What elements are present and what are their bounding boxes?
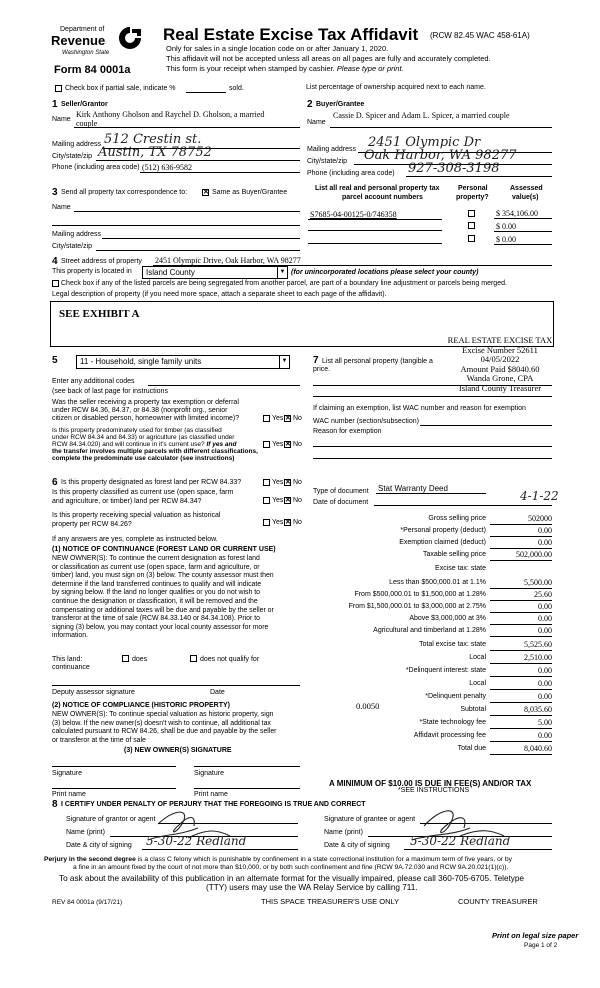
tax-row-value: 0.00 <box>538 731 552 740</box>
additional-codes-note: (see back of last page for instructions <box>52 388 168 395</box>
certify-heading: I CERTIFY UNDER PENALTY OF PERJURY THAT THE FOREGOING IS TRUE AND CORRECT <box>61 801 366 808</box>
owner-print-name-label: Print name <box>52 791 86 798</box>
tax-row-value: 2,510.00 <box>524 653 552 662</box>
personal-property-checkbox[interactable] <box>468 235 475 242</box>
tax-row <box>300 614 562 625</box>
timber-question-5: complete the predominate use calculator (see instructions) <box>52 455 235 462</box>
chevron-down-icon: ▼ <box>277 267 287 278</box>
grantor-date-value: 5-30-22 Redland <box>146 834 247 848</box>
owner-signature-label: Signature <box>52 770 82 777</box>
buyer-mail-label: Mailing address <box>307 146 357 153</box>
tax-row-label: Local <box>469 654 486 661</box>
grantor-signature-label: Signature of grantor or agent <box>66 816 156 823</box>
assessed-value: $ 354,106.00 <box>496 209 538 218</box>
notice-continuance-line: information. <box>52 632 89 640</box>
does-not-checkbox[interactable] <box>190 655 197 662</box>
partial-pct-field[interactable] <box>186 92 226 93</box>
grantor-signature-image <box>118 806 238 846</box>
tax-row-label: Gross selling price <box>428 515 486 522</box>
tax-row-underline <box>490 663 552 664</box>
owner-print-name-label-2: Print name <box>194 791 228 798</box>
section3-mail-label: Mailing address <box>52 231 102 238</box>
seller-phone-value: (512) 636-9582 <box>142 163 192 172</box>
stamp-line-1: REAL ESTATE EXCISE TAX <box>447 335 553 345</box>
tax-row <box>300 731 562 742</box>
seller-city-label: City/state/zip <box>52 153 93 160</box>
tax-row-underline <box>490 689 552 690</box>
tax-row-value: 0.00 <box>538 614 552 623</box>
subtitle-3: This form is your receipt when stamped by cashier. Please type or print. <box>166 64 404 73</box>
parcel-header-3b: value(s) <box>512 194 539 201</box>
section5-number: 5 <box>52 355 58 366</box>
section8-number: 8 <box>52 799 58 810</box>
timber-question-2: under RCW 84.34 and 84.33) or agriculture (as classified under <box>52 434 235 441</box>
tax-row-label: Total excise tax: state <box>419 641 486 648</box>
tax-row-label: Taxable selling price <box>422 551 486 558</box>
doc-type-value: Stat Warranty Deed <box>378 484 448 493</box>
notice-compliance-line: (3) below. If the new owner(s) doesn't wish to continue, all additional tax <box>52 719 271 727</box>
parcel-header-1: List all real and personal property tax <box>315 185 440 192</box>
tax-row <box>300 692 562 703</box>
tax-row-underline <box>490 600 552 601</box>
tax-row-label: Above $3,000,000 at 3% <box>409 615 486 622</box>
tax-row-value: 0.00 <box>538 666 552 675</box>
tax-row-underline <box>490 624 552 625</box>
tax-row-label: From $500,000.01 to $1,500,000 at 1.28% <box>354 591 486 598</box>
doc-type-label: Type of document <box>313 488 369 495</box>
tax-row-label: Subtotal <box>460 706 486 713</box>
tax-row-label: *Personal property (deduct) <box>400 527 486 534</box>
grantee-signature-label: Signature of grantee or agent <box>324 816 416 823</box>
dept-line1: Department of <box>60 26 105 33</box>
exemption-question-2: under RCW 84.36, 84.37, or 84.38 (nonprofit org., senior <box>52 407 228 414</box>
notice-compliance-line: or transferor at the time of sale <box>52 736 146 744</box>
current-use-question: Is this property classified as current use (open space, farm <box>52 489 234 496</box>
tax-row-underline <box>490 728 552 729</box>
tax-row-value: 502000 <box>528 514 552 523</box>
section3-number: 3 <box>52 187 58 198</box>
same-as-buyer-checkbox[interactable]: ✕ <box>203 189 209 196</box>
form-rcw: (RCW 82.45 WAC 458-61A) <box>430 31 530 40</box>
tax-row <box>300 602 562 613</box>
no-label: No <box>293 441 302 448</box>
notice-continuance-line: signing (3) below, you may contact your local county assessor for more <box>52 623 269 631</box>
tax-row <box>300 679 562 690</box>
form-number: Form 84 0001a <box>54 64 131 76</box>
tax-row-underline <box>490 588 552 589</box>
assessed-value: $ 0.00 <box>496 222 516 231</box>
seller-heading: Seller/Grantor <box>61 101 108 108</box>
buyer-mail-value: 2451 Olympic Dr <box>368 135 481 150</box>
exemption-question: If claiming an exemption, list WAC number and reason for exemption <box>313 405 526 412</box>
notice-continuance-line: compensating or additional taxes will be due and payable by the seller or <box>52 606 274 614</box>
tax-row-value: 0.00 <box>538 602 552 611</box>
tax-row <box>300 564 562 575</box>
tax-row-value: 5,500.00 <box>524 578 552 587</box>
if-yes-instructions: If any answers are yes, complete as instructed below. <box>52 536 218 543</box>
tax-row <box>300 550 562 561</box>
doc-date-value: 4-1-22 <box>520 489 559 503</box>
rev-number: REV 84 0001a (9/17/21) <box>52 899 123 906</box>
grantee-date-label: Date & city of signing <box>324 842 390 849</box>
segregate-checkbox[interactable] <box>52 280 59 287</box>
buyer-city-value: Oak Harbor, WA 98277 <box>364 148 517 163</box>
tax-row-underline <box>490 536 552 537</box>
assessed-value: $ 0.00 <box>496 235 516 244</box>
tax-row-label: Exemption claimed (deduct) <box>399 539 486 546</box>
perjury-line-2: a fine in an amount fixed by the court of not more than $10,000, or by both such confinement and fine (RCW 9A.72.030 and RCW 9A.20.021(1)(c)). <box>73 864 509 871</box>
tax-row-value: 5,525.60 <box>524 640 552 649</box>
exemption-question-3: citizen or disabled person, homeowner with limited income)? <box>52 415 240 422</box>
minimum-due-note: A MINIMUM OF $10.00 IS DUE IN FEE(S) AND/OR TAX <box>329 779 532 788</box>
tax-row-value: 0.00 <box>538 679 552 688</box>
grantee-signature-image <box>380 806 510 846</box>
tax-row-value: 0.00 <box>538 626 552 635</box>
current-use-no-checkbox[interactable]: ✕ <box>285 497 291 504</box>
tax-row <box>300 514 562 525</box>
tax-row <box>300 653 562 664</box>
tax-row-value: 5.00 <box>538 718 552 727</box>
reason-label: Reason for exemption <box>313 428 382 435</box>
notice-continuance-line: NEW OWNER(S): To continue the current designation as forest land <box>52 555 260 562</box>
stamp-line-3: 04/05/2022 <box>480 354 520 364</box>
buyer-phone-value: 927-308-3198 <box>408 161 500 176</box>
no-label: No <box>293 497 302 504</box>
tax-row-underline <box>490 650 552 651</box>
forest-question: Is this property designated as forest land per RCW 84.33? <box>61 479 242 486</box>
deputy-date-label: Date <box>210 689 225 696</box>
tax-row-underline <box>490 676 552 677</box>
dor-logo <box>50 26 150 78</box>
personal-property-checkbox[interactable] <box>468 222 475 229</box>
no-label: No <box>293 519 302 526</box>
historic-question: Is this property receiving special valuation as historical <box>52 512 221 519</box>
segregate-label: Check box if any of the listed parcels are being segregated from another parcel, are part of a boundary line adjustment or parcels being merged. <box>61 280 507 287</box>
yes-label: Yes <box>272 479 284 486</box>
exemption-question-1: Was the seller receiving a property tax exemption or deferral <box>52 399 239 406</box>
tax-row-value: 8,040.60 <box>524 744 552 753</box>
buyer-heading: Buyer/Grantee <box>316 101 365 108</box>
unincorporated-note: (for unincorporated locations please select your county) <box>291 269 479 276</box>
seller-name-label: Name <box>52 116 71 123</box>
seller-name-2: couple <box>76 119 98 128</box>
tax-row-value: 8,035.60 <box>524 705 552 714</box>
notice-continuance-line: or classification as current use (open space, farm and agriculture, or <box>52 563 260 571</box>
buyer-name-value: Cassie D. Spicer and Adam L. Spicer, a married couple <box>333 111 510 120</box>
yes-label: Yes <box>272 415 284 422</box>
notice-continuance-line: determine if the land transferred continues to qualify and will indicate <box>52 580 262 588</box>
notice-continuance-line: continue the designation or classification, it will be removed and the <box>52 597 258 605</box>
forest-yes-checkbox[interactable] <box>263 479 270 486</box>
notice-continuance-title: (1) NOTICE OF CONTINUANCE (FOREST LAND OR CURRENT USE) <box>52 546 276 553</box>
timber-question-1: Is this property predominately used for timber (as classified <box>52 427 222 434</box>
tax-row-label: Total due <box>457 745 486 752</box>
seller-number: 1 <box>52 99 58 110</box>
parcel-header-2b: property? <box>456 194 489 201</box>
partial-sold-label: sold. <box>229 85 244 92</box>
tax-row-underline <box>490 524 552 525</box>
tax-row-value: 502,000.00 <box>516 550 552 559</box>
grantee-name-label: Name (print) <box>324 829 363 836</box>
tax-row-value: 0.00 <box>538 692 552 701</box>
dept-line3: Washington State <box>62 50 110 56</box>
notice-compliance-title: (2) NOTICE OF COMPLIANCE (HISTORIC PROPERTY) <box>52 702 230 709</box>
tax-row-label: Less than $500,000.01 at 1.1% <box>389 579 486 586</box>
legal-description-label: Legal description of property (if you need more space, attach a separate sheet to each page of the affidavit). <box>52 291 387 298</box>
notice-compliance-line: calculated pursuant to RCW 84.26, shall be due and payable by the seller <box>52 728 277 736</box>
section3-name-label: Name <box>52 204 71 211</box>
tax-row-underline <box>490 548 552 549</box>
wac-number-label: WAC number (section/subsection) <box>313 418 419 425</box>
seller-name-1: Kirk Anthony Gholson and Raychel D. Gholson, a married <box>76 110 265 119</box>
county-select-value: Island County <box>146 268 195 277</box>
timber-question-4: the transfer involves multiple parcels with different classifications, <box>52 448 258 455</box>
section3-city-label: City/state/zip <box>52 243 93 250</box>
tax-row-value: 25.60 <box>534 590 552 599</box>
owner-signature-label-2: Signature <box>194 770 224 777</box>
subtitle-1: Only for sales in a single location code on or after January 1, 2020. <box>166 44 389 53</box>
does-label: does <box>132 656 148 663</box>
partial-sale-label: Check box if partial sale, indicate % <box>65 85 176 92</box>
tax-row <box>300 578 562 589</box>
accessibility-line-1: To ask about the availability of this publication in an alternate format for the visually impaired, please call 360-705-6705. Teletype <box>59 874 524 883</box>
current-use-question-2: and agriculture, or timber) land per RCW 84.34? <box>52 498 202 505</box>
current-use-yes-checkbox[interactable] <box>263 497 270 504</box>
buyer-name-label: Name <box>307 119 326 126</box>
stamp-line-4: Amount Paid $8040.60 <box>460 363 540 374</box>
tax-row <box>300 705 562 716</box>
tax-row-label: *State technology fee <box>419 719 486 726</box>
tax-row-underline <box>490 715 552 716</box>
parcel-header-1b: parcel account numbers <box>342 194 423 201</box>
yes-label: Yes <box>272 519 284 526</box>
exemption-yes-checkbox[interactable] <box>263 415 270 422</box>
wac-number-field[interactable] <box>420 425 552 426</box>
this-land-label: This land: <box>52 656 83 663</box>
seller-phone-label: Phone (including area code) <box>52 164 140 171</box>
section7-number: 7 <box>313 355 319 366</box>
accessibility-line-2: (TTY) users may use the WA Relay Service by calling 711. <box>206 883 418 892</box>
grantor-name-label: Name (print) <box>66 829 105 836</box>
deputy-signature-label: Deputy assessor signature <box>52 689 135 696</box>
subtitle-2: This affidavit will not be accepted unless all areas on all pages are fully and accurately completed. <box>166 54 491 63</box>
notice-continuance-line: timber) land, you must sign on (3) below. The county assessor must then <box>52 572 274 580</box>
tax-row <box>300 640 562 651</box>
stamp-line-2: Excise Number 52611 <box>462 344 538 355</box>
see-instructions: *SEE INSTRUCTIONS <box>398 787 470 794</box>
section3-label: Send all property tax correspondence to: <box>61 189 188 196</box>
county-treasurer-label: COUNTY TREASURER <box>458 897 538 906</box>
stamp-line-5: Wanda Grone, CPA <box>466 373 534 383</box>
grantee-date-value: 5-30-22 Redland <box>410 834 511 848</box>
tax-row <box>300 718 562 729</box>
doc-date-label: Date of document <box>313 499 369 506</box>
use-code-select[interactable] <box>76 355 290 369</box>
buyer-city-label: City/state/zip <box>307 158 348 165</box>
tax-row-label: Excise tax: state <box>435 565 486 572</box>
legal-description-value: SEE EXHIBIT A <box>59 308 140 320</box>
section7-label: List all personal property (tangible a <box>322 358 433 365</box>
tax-row <box>300 666 562 677</box>
timber-yes-checkbox[interactable] <box>263 441 270 448</box>
section6-number: 6 <box>52 477 58 488</box>
tax-row-underline <box>490 612 552 613</box>
timber-no-checkbox[interactable]: ✕ <box>285 441 291 448</box>
tax-row-label: Affidavit processing fee <box>413 732 486 739</box>
tax-row-label: From $1,500,000.01 to $3,000,000 at 2.75% <box>348 603 486 610</box>
notice-continuance-line: transferor at the time of sale (RCW 84.33.140 or 84.34.108). Prior to <box>52 615 260 623</box>
buyer-phone-label: Phone (including area code) <box>307 170 395 177</box>
tax-row-label: Agricultural and timberland at 1.28% <box>373 627 486 634</box>
parcel-number: S7685-04-00125-0/746358 <box>310 210 397 219</box>
tax-row <box>300 526 562 537</box>
exemption-no-checkbox[interactable]: ✕ <box>285 415 291 422</box>
tax-row-value: 0.00 <box>538 538 552 547</box>
county-select[interactable] <box>142 266 288 279</box>
tax-row-label: *Delinquent interest: state <box>405 667 486 674</box>
continuance-label: continuance <box>52 664 90 671</box>
stamp-line-6: Island County Treasurer <box>458 382 542 393</box>
tax-row-value: 0.00 <box>538 526 552 535</box>
personal-property-checkbox[interactable] <box>468 210 475 217</box>
seller-city-value: Austin, TX 78752 <box>98 145 212 160</box>
chevron-down-icon: ▼ <box>279 356 289 368</box>
buyer-number: 2 <box>307 99 313 110</box>
local-rate: 0.0050 <box>356 701 380 711</box>
notice-compliance-line: NEW OWNER(S): To continue special valuation as historic property, sign <box>52 711 274 718</box>
section7-label-2: price. <box>313 366 331 373</box>
tax-row-underline <box>490 754 552 755</box>
tax-row-underline <box>490 741 552 742</box>
no-label: No <box>293 415 302 422</box>
forest-no-checkbox[interactable]: ✕ <box>285 479 291 486</box>
seller-mail-label: Mailing address <box>52 141 102 148</box>
use-code-value: 11 - Household, single family units <box>80 357 202 366</box>
treasurer-use-label: THIS SPACE TREASURER'S USE ONLY <box>261 897 400 906</box>
same-as-buyer-label: Same as Buyer/Grantee <box>212 189 288 196</box>
form-title: Real Estate Excise Tax Affidavit <box>163 25 419 44</box>
tax-row-underline <box>490 560 552 561</box>
tax-row <box>300 626 562 637</box>
historic-question-2: property per RCW 84.26? <box>52 521 132 528</box>
seller-mail-value: 512 Crestin st. <box>104 132 202 147</box>
tax-row <box>300 538 562 549</box>
notice-continuance-body <box>52 555 274 641</box>
historic-yes-checkbox[interactable] <box>263 519 270 526</box>
street-label: Street address of property <box>61 258 142 265</box>
tax-row-underline <box>490 702 552 703</box>
parcel-header-2: Personal <box>458 185 488 192</box>
legal-paper-note: Print on legal size paper <box>492 931 579 940</box>
tax-row-label: Local <box>469 680 486 687</box>
ownership-note: List percentage of ownership acquired next to each name. <box>306 84 486 91</box>
no-label: No <box>293 479 302 486</box>
located-label: This property is located in <box>52 268 132 275</box>
tax-row-label: *Delinquent penalty <box>425 693 486 700</box>
tax-row <box>300 744 562 755</box>
parcel-header-3: Assessed <box>510 185 543 192</box>
page-number: Page 1 of 2 <box>524 942 558 949</box>
yes-label: Yes <box>272 441 284 448</box>
additional-codes-label: Enter any additional codes <box>52 378 135 385</box>
timber-question-3: RCW 84.34.020) and will continue in it's current use? If yes and <box>52 441 237 448</box>
tax-row-underline <box>490 636 552 637</box>
perjury-line-1: Perjury in the second degree is a class C felony which is punishable by confinement in a state correctional institution for a maximum term of five years, or by <box>44 856 512 863</box>
tax-row <box>300 590 562 601</box>
dept-line2: Revenue <box>51 33 106 48</box>
grantor-date-label: Date & city of signing <box>66 842 132 849</box>
yes-label: Yes <box>272 497 284 504</box>
notice-continuance-line: by signing below. If the land no longer qualifies or you do not wish to <box>52 589 261 597</box>
partial-sale-checkbox[interactable] <box>55 85 62 92</box>
street-value: 2451 Olympic Drive, Oak Harbor, WA 98277 <box>155 256 301 265</box>
section4-number: 4 <box>52 256 58 267</box>
new-owner-signature-title: (3) NEW OWNER(S) SIGNATURE <box>124 747 232 754</box>
does-not-label: does not qualify for <box>200 656 260 663</box>
does-checkbox[interactable] <box>122 655 129 662</box>
historic-no-checkbox[interactable]: ✕ <box>285 519 291 526</box>
dor-emblem-icon <box>117 26 143 50</box>
notice-compliance-body <box>52 711 276 745</box>
